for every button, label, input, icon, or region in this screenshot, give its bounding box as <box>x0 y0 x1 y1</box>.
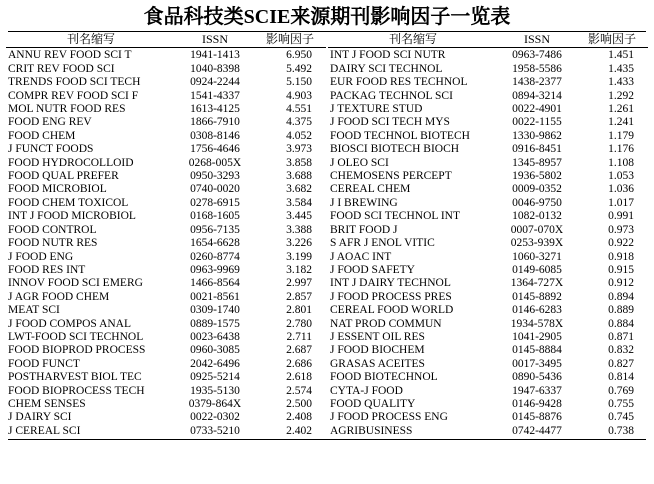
cell-impact-factor: 0.991 <box>608 210 634 223</box>
cell-impact-factor: 0.884 <box>608 317 634 330</box>
cell-journal-abbrev: FOOD FUNCT <box>8 357 80 370</box>
table-row <box>328 264 648 277</box>
cell-journal-abbrev: FOOD HYDROCOLLOID <box>8 156 134 169</box>
cell-issn: 1330-9862 <box>512 129 562 142</box>
cell-impact-factor: 0.973 <box>608 223 634 236</box>
cell-impact-factor: 5.492 <box>286 62 312 75</box>
cell-journal-abbrev: COMPR REV FOOD SCI F <box>8 89 139 102</box>
table-row <box>328 237 648 250</box>
table-row <box>328 170 648 183</box>
table-row <box>6 411 326 424</box>
cell-impact-factor: 0.827 <box>608 357 634 370</box>
cell-impact-factor: 1.451 <box>608 49 634 62</box>
cell-issn: 0168-1605 <box>190 210 240 223</box>
table-row <box>6 291 326 304</box>
column-header-abbrev: 刊名缩写 <box>6 32 176 48</box>
cell-issn: 1345-8957 <box>512 156 562 169</box>
cell-impact-factor: 4.375 <box>286 116 312 129</box>
cell-journal-abbrev: TRENDS FOOD SCI TECH <box>8 76 141 89</box>
cell-issn: 1060-3271 <box>512 250 562 263</box>
table-row <box>6 358 326 371</box>
cell-impact-factor: 0.915 <box>608 263 634 276</box>
cell-journal-abbrev: J CEREAL SCI <box>8 424 81 437</box>
cell-journal-abbrev: FOOD BIOPROD PROCESS <box>8 344 146 357</box>
cell-journal-abbrev: J AOAC INT <box>330 250 392 263</box>
cell-journal-abbrev: J FUNCT FOODS <box>8 143 94 156</box>
cell-impact-factor: 0.871 <box>608 330 634 343</box>
cell-journal-abbrev: ANNU REV FOOD SCI T <box>8 49 132 62</box>
cell-impact-factor: 2.686 <box>286 357 312 370</box>
cell-issn: 1364-727X <box>510 277 564 290</box>
cell-journal-abbrev: J OLEO SCI <box>330 156 389 169</box>
cell-issn: 0309-1740 <box>190 304 240 317</box>
cell-journal-abbrev: GRASAS ACEITES <box>330 357 425 370</box>
cell-impact-factor: 2.801 <box>286 304 312 317</box>
cell-journal-abbrev: CRIT REV FOOD SCI <box>8 62 115 75</box>
cell-issn: 0146-9428 <box>512 397 562 410</box>
journal-tables <box>6 32 648 438</box>
table-row <box>328 224 648 237</box>
cell-issn: 0963-9969 <box>190 263 240 276</box>
cell-issn: 1040-8398 <box>190 62 240 75</box>
cell-journal-abbrev: BIOSCI BIOTECH BIOCH <box>330 143 460 156</box>
cell-issn: 2042-6496 <box>190 357 240 370</box>
cell-journal-abbrev: CHEMOSENS PERCEPT <box>330 170 452 183</box>
cell-impact-factor: 2.618 <box>286 371 312 384</box>
column-header-impact-factor: 影响因子 <box>254 32 326 48</box>
table-row <box>328 210 648 223</box>
journal-table-left <box>6 32 326 438</box>
cell-issn: 0145-8892 <box>512 290 562 303</box>
cell-impact-factor: 0.738 <box>608 424 634 437</box>
cell-journal-abbrev: NAT PROD COMMUN <box>330 317 442 330</box>
table-row <box>6 344 326 357</box>
cell-journal-abbrev: J I BREWING <box>330 196 398 209</box>
table-row <box>6 371 326 384</box>
cell-impact-factor: 2.780 <box>286 317 312 330</box>
table-row <box>328 251 648 264</box>
cell-issn: 1041-2905 <box>512 330 562 343</box>
cell-impact-factor: 1.435 <box>608 62 634 75</box>
table-row <box>328 411 648 424</box>
cell-issn: 0253-939X <box>510 237 564 250</box>
table-body-right <box>328 48 648 438</box>
cell-impact-factor: 0.755 <box>608 397 634 410</box>
table-row <box>328 277 648 290</box>
cell-issn: 0960-3085 <box>190 344 240 357</box>
cell-issn: 0924-2244 <box>190 76 240 89</box>
cell-impact-factor: 0.814 <box>608 371 634 384</box>
cell-issn: 0733-5210 <box>190 424 240 437</box>
table-row <box>328 371 648 384</box>
cell-impact-factor: 3.445 <box>286 210 312 223</box>
table-row <box>328 76 648 89</box>
table-header-row <box>6 32 326 48</box>
cell-journal-abbrev: FOOD TECHNOL BIOTECH <box>330 129 470 142</box>
cell-impact-factor: 3.182 <box>286 263 312 276</box>
cell-issn: 0894-3214 <box>512 89 562 102</box>
cell-issn: 1936-5802 <box>512 170 562 183</box>
cell-journal-abbrev: J FOOD BIOCHEM <box>330 344 425 357</box>
bottom-divider <box>8 439 646 440</box>
cell-journal-abbrev: MEAT SCI <box>8 304 60 317</box>
cell-issn: 0022-1155 <box>512 116 562 129</box>
cell-impact-factor: 1.292 <box>608 89 634 102</box>
table-row <box>328 398 648 411</box>
table-row <box>328 48 648 63</box>
cell-impact-factor: 0.918 <box>608 250 634 263</box>
cell-journal-abbrev: J FOOD PROCESS PRES <box>330 290 452 303</box>
cell-impact-factor: 3.584 <box>286 196 312 209</box>
table-row <box>6 304 326 317</box>
table-row <box>6 183 326 196</box>
cell-impact-factor: 1.176 <box>608 143 634 156</box>
table-row <box>328 385 648 398</box>
cell-issn: 0742-4477 <box>512 424 562 437</box>
cell-journal-abbrev: FOOD QUAL PREFER <box>8 170 119 183</box>
table-row <box>6 143 326 156</box>
cell-journal-abbrev: INT J FOOD MICROBIOL <box>8 210 136 223</box>
cell-journal-abbrev: FOOD SCI TECHNOL INT <box>330 210 461 223</box>
table-head-left <box>6 32 326 48</box>
cell-journal-abbrev: CEREAL CHEM <box>330 183 411 196</box>
table-row <box>6 425 326 438</box>
table-row <box>328 157 648 170</box>
column-header-issn: ISSN <box>498 32 576 48</box>
cell-impact-factor: 3.388 <box>286 223 312 236</box>
cell-journal-abbrev: CEREAL FOOD WORLD <box>330 304 454 317</box>
table-row <box>6 103 326 116</box>
table-row <box>328 344 648 357</box>
cell-journal-abbrev: J DAIRY SCI <box>8 411 72 424</box>
cell-journal-abbrev: FOOD BIOTECHNOL <box>330 371 438 384</box>
table-row <box>6 90 326 103</box>
cell-issn: 0009-0352 <box>512 183 562 196</box>
table-row <box>6 264 326 277</box>
journal-table-right <box>328 32 648 438</box>
cell-issn: 0379-864X <box>188 397 242 410</box>
cell-issn: 1613-4125 <box>190 103 240 116</box>
table-row <box>328 425 648 438</box>
cell-issn: 0268-005X <box>188 156 242 169</box>
column-header-issn: ISSN <box>176 32 254 48</box>
cell-impact-factor: 4.052 <box>286 129 312 142</box>
column-header-abbrev: 刊名缩写 <box>328 32 498 48</box>
cell-journal-abbrev: FOOD QUALITY <box>330 397 416 410</box>
table-row <box>6 277 326 290</box>
cell-impact-factor: 5.150 <box>286 76 312 89</box>
cell-journal-abbrev: FOOD CHEM TOXICOL <box>8 196 129 209</box>
cell-impact-factor: 1.241 <box>608 116 634 129</box>
cell-journal-abbrev: INT J FOOD SCI NUTR <box>330 49 446 62</box>
cell-issn: 1866-7910 <box>190 116 240 129</box>
cell-impact-factor: 1.036 <box>608 183 634 196</box>
cell-issn: 0145-8884 <box>512 344 562 357</box>
cell-issn: 0963-7486 <box>512 49 562 62</box>
cell-issn: 0007-070X <box>510 223 564 236</box>
cell-journal-abbrev: J FOOD COMPOS ANAL <box>8 317 132 330</box>
cell-journal-abbrev: POSTHARVEST BIOL TEC <box>8 371 142 384</box>
cell-impact-factor: 2.408 <box>286 411 312 424</box>
cell-journal-abbrev: FOOD ENG REV <box>8 116 92 129</box>
cell-journal-abbrev: FOOD CHEM <box>8 129 76 142</box>
cell-impact-factor: 3.682 <box>286 183 312 196</box>
table-row <box>6 224 326 237</box>
table-row <box>6 251 326 264</box>
table-row <box>6 63 326 76</box>
table-row <box>328 63 648 76</box>
cell-impact-factor: 3.199 <box>286 250 312 263</box>
table-row <box>6 210 326 223</box>
cell-journal-abbrev: J FOOD SCI TECH MYS <box>330 116 450 129</box>
cell-journal-abbrev: PACKAG TECHNOL SCI <box>330 89 453 102</box>
table-row <box>328 318 648 331</box>
cell-impact-factor: 0.769 <box>608 384 634 397</box>
cell-issn: 0149-6085 <box>512 263 562 276</box>
cell-issn: 0278-6915 <box>190 196 240 209</box>
cell-issn: 0916-8451 <box>512 143 562 156</box>
column-header-impact-factor: 影响因子 <box>576 32 648 48</box>
cell-issn: 1947-6337 <box>512 384 562 397</box>
cell-issn: 1466-8564 <box>190 277 240 290</box>
cell-impact-factor: 2.857 <box>286 290 312 303</box>
cell-issn: 0890-5436 <box>512 371 562 384</box>
cell-issn: 1934-578X <box>510 317 564 330</box>
cell-issn: 0889-1575 <box>190 317 240 330</box>
table-row <box>328 197 648 210</box>
cell-impact-factor: 6.950 <box>286 49 312 62</box>
cell-journal-abbrev: MOL NUTR FOOD RES <box>8 103 126 116</box>
table-head-right <box>328 32 648 48</box>
cell-impact-factor: 0.889 <box>608 304 634 317</box>
cell-impact-factor: 0.922 <box>608 237 634 250</box>
cell-journal-abbrev: J FOOD ENG <box>8 250 74 263</box>
table-row <box>6 76 326 89</box>
table-row <box>328 103 648 116</box>
cell-issn: 0260-8774 <box>190 250 240 263</box>
cell-journal-abbrev: INNOV FOOD SCI EMERG <box>8 277 143 290</box>
cell-issn: 1438-2377 <box>512 76 562 89</box>
cell-journal-abbrev: INT J DAIRY TECHNOL <box>330 277 451 290</box>
cell-impact-factor: 2.402 <box>286 424 312 437</box>
table-row <box>6 318 326 331</box>
cell-impact-factor: 4.903 <box>286 89 312 102</box>
cell-impact-factor: 2.574 <box>286 384 312 397</box>
cell-journal-abbrev: EUR FOOD RES TECHNOL <box>330 76 468 89</box>
cell-issn: 0023-6438 <box>190 330 240 343</box>
cell-issn: 1756-4646 <box>190 143 240 156</box>
cell-issn: 0046-9750 <box>512 196 562 209</box>
cell-impact-factor: 1.261 <box>608 103 634 116</box>
cell-impact-factor: 0.894 <box>608 290 634 303</box>
table-row <box>6 157 326 170</box>
cell-issn: 0021-8561 <box>190 290 240 303</box>
table-header-row <box>328 32 648 48</box>
cell-journal-abbrev: J ESSENT OIL RES <box>330 330 425 343</box>
table-body-left <box>6 48 326 438</box>
cell-issn: 0925-5214 <box>190 371 240 384</box>
cell-issn: 0308-8146 <box>190 129 240 142</box>
cell-impact-factor: 0.832 <box>608 344 634 357</box>
cell-journal-abbrev: AGRIBUSINESS <box>330 424 413 437</box>
cell-issn: 0740-0020 <box>190 183 240 196</box>
cell-impact-factor: 3.688 <box>286 170 312 183</box>
cell-issn: 1958-5586 <box>512 62 562 75</box>
table-row <box>328 116 648 129</box>
cell-journal-abbrev: CHEM SENSES <box>8 397 86 410</box>
cell-issn: 0950-3293 <box>190 170 240 183</box>
table-row <box>6 197 326 210</box>
table-row <box>6 48 326 63</box>
table-row <box>328 304 648 317</box>
cell-issn: 1941-1413 <box>190 49 240 62</box>
cell-impact-factor: 1.179 <box>608 129 634 142</box>
page-title: 食品科技类SCIE来源期刊影响因子一览表 <box>143 6 511 28</box>
cell-journal-abbrev: J FOOD PROCESS ENG <box>330 411 448 424</box>
cell-journal-abbrev: J FOOD SAFETY <box>330 263 415 276</box>
cell-journal-abbrev: FOOD RES INT <box>8 263 86 276</box>
cell-issn: 0956-7135 <box>190 223 240 236</box>
cell-journal-abbrev: BRIT FOOD J <box>330 223 398 236</box>
cell-impact-factor: 2.711 <box>286 330 312 343</box>
cell-impact-factor: 4.551 <box>286 103 312 116</box>
cell-impact-factor: 2.997 <box>286 277 312 290</box>
cell-impact-factor: 1.017 <box>608 196 634 209</box>
table-row <box>328 143 648 156</box>
cell-issn: 0022-4901 <box>512 103 562 116</box>
cell-journal-abbrev: LWT-FOOD SCI TECHNOL <box>8 330 144 343</box>
cell-journal-abbrev: CYTA-J FOOD <box>330 384 403 397</box>
table-row <box>6 237 326 250</box>
table-row <box>6 130 326 143</box>
cell-issn: 0017-3495 <box>512 357 562 370</box>
cell-issn: 0022-0302 <box>190 411 240 424</box>
cell-impact-factor: 1.433 <box>608 76 634 89</box>
cell-issn: 0146-6283 <box>512 304 562 317</box>
cell-impact-factor: 3.226 <box>286 237 312 250</box>
cell-impact-factor: 1.108 <box>608 156 634 169</box>
table-row <box>328 291 648 304</box>
table-row <box>6 331 326 344</box>
cell-impact-factor: 0.745 <box>608 411 634 424</box>
cell-journal-abbrev: J AGR FOOD CHEM <box>8 290 110 303</box>
cell-impact-factor: 3.858 <box>286 156 312 169</box>
table-row <box>328 90 648 103</box>
cell-journal-abbrev: S AFR J ENOL VITIC <box>330 237 435 250</box>
cell-journal-abbrev: J TEXTURE STUD <box>330 103 423 116</box>
cell-issn: 1541-4337 <box>190 89 240 102</box>
table-row <box>6 170 326 183</box>
cell-issn: 0145-8876 <box>512 411 562 424</box>
cell-impact-factor: 3.973 <box>286 143 312 156</box>
cell-journal-abbrev: FOOD NUTR RES <box>8 237 98 250</box>
cell-issn: 1082-0132 <box>512 210 562 223</box>
table-row <box>328 183 648 196</box>
cell-issn: 1935-5130 <box>190 384 240 397</box>
table-row <box>328 130 648 143</box>
cell-journal-abbrev: FOOD MICROBIOL <box>8 183 107 196</box>
table-row <box>328 331 648 344</box>
table-row <box>6 385 326 398</box>
cell-impact-factor: 2.500 <box>286 397 312 410</box>
cell-impact-factor: 0.912 <box>608 277 634 290</box>
cell-journal-abbrev: FOOD CONTROL <box>8 223 97 236</box>
cell-impact-factor: 2.687 <box>286 344 312 357</box>
table-row <box>6 398 326 411</box>
cell-issn: 1654-6628 <box>190 237 240 250</box>
cell-journal-abbrev: FOOD BIOPROCESS TECH <box>8 384 145 397</box>
cell-impact-factor: 1.053 <box>608 170 634 183</box>
cell-journal-abbrev: DAIRY SCI TECHNOL <box>330 62 443 75</box>
table-row <box>6 116 326 129</box>
table-row <box>328 358 648 371</box>
